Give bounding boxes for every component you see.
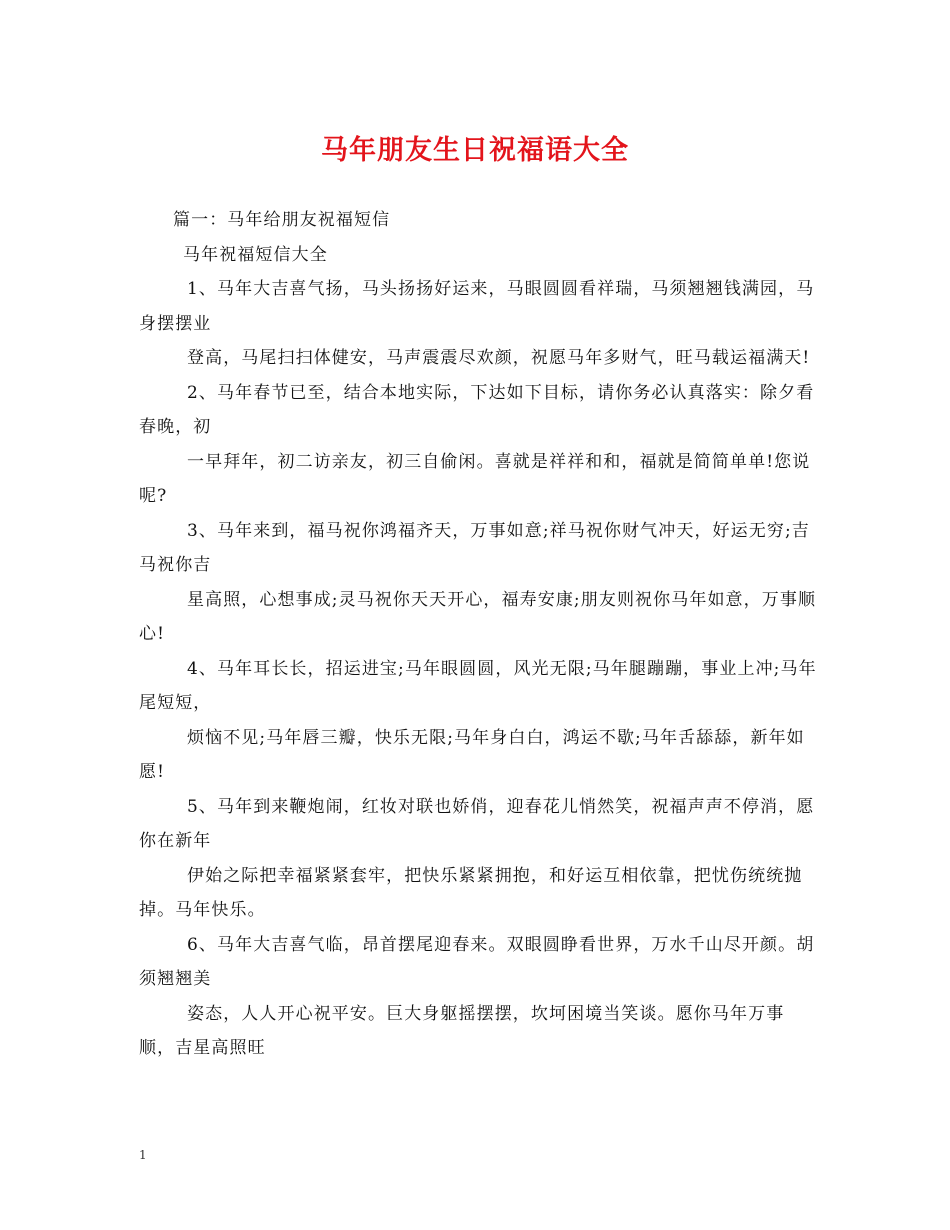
document-title: 马年朋友生日祝福语大全 [321, 135, 629, 166]
paragraph-1b: 登高，马尾扫扫体健安，马声震震尽欢颜，祝愿马年多财气，旺马载运福满天! [187, 348, 811, 368]
section-heading: 篇一：马年给朋友祝福短信 [173, 210, 391, 230]
paragraph-5a: 5、马年到来鞭炮闹，红妆对联也娇俏，迎春花儿悄然笑，祝福声声不停消，愿你在新年 [139, 796, 815, 851]
paragraph-3b: 星高照，心想事成;灵马祝你天天开心，福寿安康;朋友则祝你马年如意，万事顺心! [139, 589, 817, 644]
paragraph-4a: 4、马年耳长长，招运进宝;马年眼圆圆，风光无限;马年腿蹦蹦，事业上冲;马年尾短短， [139, 658, 817, 713]
paragraph-4b: 烦恼不见;马年唇三瓣，快乐无限;马年身白白，鸿运不歇;马年舌舔舔，新年如愿! [139, 727, 805, 782]
document-body [139, 203, 819, 1066]
paragraph-6a: 6、马年大吉喜气临，昂首摆尾迎春来。双眼圆睁看世界，万水千山尽开颜。胡须翘翘美 [139, 934, 815, 989]
paragraph-2a: 2、马年春节已至，结合本地实际，下达如下目标，请你务必认真落实：除夕看春晚，初 [139, 382, 815, 437]
paragraph-6b: 姿态，人人开心祝平安。巨大身躯摇摆摆，坎坷困境当笑谈。愿你马年万事顺，吉星高照旺 [139, 1003, 785, 1058]
paragraph-1a: 1、马年大吉喜气扬，马头扬扬好运来，马眼圆圆看祥瑞，马须翘翘钱满园，马身摆摆业 [139, 279, 815, 334]
paragraph-2b: 一早拜年，初二访亲友，初三自偷闲。喜就是祥祥和和，福就是简简单单!您说呢? [139, 451, 811, 506]
paragraph-5b: 伊始之际把幸福紧紧套牢，把快乐紧紧拥抱，和好运互相依靠，把忧伤统统抛掉。马年快乐。 [139, 865, 803, 920]
paragraph-3a: 3、马年来到，福马祝你鸿福齐天，万事如意;祥马祝你财气冲天，好运无穷;吉马祝你吉 [139, 520, 810, 575]
page-number: 1 [139, 1148, 147, 1162]
subsection-heading: 马年祝福短信大全 [183, 244, 328, 265]
